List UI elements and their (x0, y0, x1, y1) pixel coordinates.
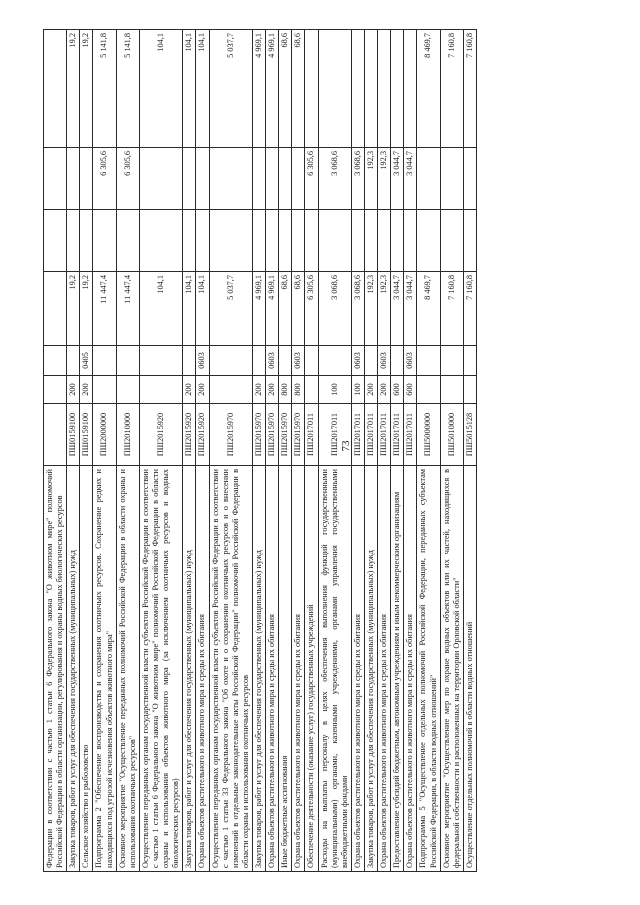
amount-col3 (252, 148, 265, 210)
amount-col2 (139, 210, 182, 272)
expense-type-code: 200 (266, 376, 279, 404)
target-code: ПШ2015970 (252, 404, 265, 466)
section-code: 0603 (196, 346, 209, 376)
expense-type-code: 200 (67, 376, 80, 404)
page-number: 73 (340, 440, 352, 452)
item-name: Охрана объектов растительного и животного мира и среды их обитания (292, 466, 305, 872)
section-code (67, 346, 80, 376)
amount-col4: 8 469,7 (417, 30, 440, 148)
target-code: ПШ0159100 (80, 404, 93, 466)
amount-col2 (391, 210, 404, 272)
section-code: 0603 (351, 346, 364, 376)
table-row (417, 30, 440, 872)
section-code (417, 346, 440, 376)
amount-col2 (404, 210, 417, 272)
expense-type-code: 200 (196, 376, 209, 404)
item-name: Подпрограмма 5 "Осуществление отдельных полномочий Российской Федерации, переданных субъектам Российской Федерации, в области водных отношений" (417, 466, 440, 872)
target-code: ПШ2017011 (378, 404, 391, 466)
table-row (67, 30, 80, 872)
amount-col4 (391, 30, 404, 148)
amount-col2 (93, 210, 116, 272)
expense-type-code: 200 (378, 376, 391, 404)
expense-type-code: 200 (183, 376, 196, 404)
section-code (252, 346, 265, 376)
target-code: ПШ2015970 (279, 404, 292, 466)
section-code (44, 346, 67, 376)
amount-total: 11 447,4 (116, 272, 139, 346)
amount-col4 (318, 30, 351, 148)
amount-col3 (266, 148, 279, 210)
amount-col3: 192,3 (378, 148, 391, 210)
section-code (463, 346, 476, 376)
section-code: 0603 (378, 346, 391, 376)
amount-col2 (378, 210, 391, 272)
amount-col2 (292, 210, 305, 272)
section-code (139, 346, 182, 376)
amount-col3: 3 068,6 (351, 148, 364, 210)
table-row (139, 30, 182, 872)
amount-col2 (305, 210, 318, 272)
amount-col3: 3 068,6 (318, 148, 351, 210)
section-code (209, 346, 252, 376)
table-row (404, 30, 417, 872)
target-code: ПШ5010000 (440, 404, 463, 466)
amount-col2 (463, 210, 476, 272)
amount-total: 104,1 (196, 272, 209, 346)
table-row (292, 30, 305, 872)
section-code (279, 346, 292, 376)
amount-col4: 104,1 (183, 30, 196, 148)
amount-col4: 19,2 (67, 30, 80, 148)
table-row (116, 30, 139, 872)
item-name: Закупка товаров, работ и услуг для обеспечения государственных (муниципальных) нужд (183, 466, 196, 872)
table-row (44, 30, 67, 872)
item-name: Охрана объектов растительного и животного мира и среды их обитания (404, 466, 417, 872)
amount-col4: 4 969,1 (252, 30, 265, 148)
amount-col2 (440, 210, 463, 272)
table-row (364, 30, 377, 872)
amount-col2 (80, 210, 93, 272)
table-row (351, 30, 364, 872)
section-code (391, 346, 404, 376)
amount-col4: 7 160,8 (463, 30, 476, 148)
amount-col4: 5 141,8 (116, 30, 139, 148)
section-code (318, 346, 351, 376)
table-row (463, 30, 476, 872)
budget-table (43, 29, 477, 872)
expense-type-code (116, 376, 139, 404)
amount-col4 (378, 30, 391, 148)
amount-col4 (404, 30, 417, 148)
expense-type-code (209, 376, 252, 404)
amount-col2 (44, 210, 67, 272)
item-name: Закупка товаров, работ и услуг для обеспечения государственных (муниципальных) нужд (364, 466, 377, 872)
item-name: Иные бюджетные ассигнования (279, 466, 292, 872)
amount-total: 192,3 (364, 272, 377, 346)
expense-type-code: 600 (391, 376, 404, 404)
amount-total: 19,2 (67, 272, 80, 346)
section-code: 0603 (292, 346, 305, 376)
amount-total: 4 969,1 (266, 272, 279, 346)
section-code (93, 346, 116, 376)
target-code: ПШ2015970 (266, 404, 279, 466)
section-code: 0603 (404, 346, 417, 376)
amount-col2 (351, 210, 364, 272)
expense-type-code: 100 (351, 376, 364, 404)
section-code (183, 346, 196, 376)
amount-col2 (318, 210, 351, 272)
amount-col4: 104,1 (196, 30, 209, 148)
expense-type-code (139, 376, 182, 404)
amount-col2 (116, 210, 139, 272)
target-code: ПШ2015970 (209, 404, 252, 466)
item-name: Подпрограмма 2 "Обеспечение воспроизводства и сохранения охотничьих ресурсов. Сохранение редких и находящихся под угрозой исчезновения объектов животного мира" (93, 466, 116, 872)
table-row (305, 30, 318, 872)
amount-col3 (139, 148, 182, 210)
amount-total: 5 037,7 (209, 272, 252, 346)
amount-col4 (351, 30, 364, 148)
item-name: Охрана объектов растительного и животного мира и среды их обитания (266, 466, 279, 872)
amount-col4: 19,2 (80, 30, 93, 148)
expense-type-code: 200 (252, 376, 265, 404)
table-row (440, 30, 463, 872)
amount-col3: 3 044,7 (404, 148, 417, 210)
amount-total: 7 160,8 (440, 272, 463, 346)
amount-col4: 7 160,8 (440, 30, 463, 148)
expense-type-code (305, 376, 318, 404)
rotated-page (43, 30, 474, 872)
amount-total: 3 044,7 (391, 272, 404, 346)
amount-col2 (417, 210, 440, 272)
table-row (391, 30, 404, 872)
amount-total: 68,6 (279, 272, 292, 346)
amount-total: 3 044,7 (404, 272, 417, 346)
amount-col4: 5 037,7 (209, 30, 252, 148)
amount-col3 (209, 148, 252, 210)
amount-col3: 192,3 (364, 148, 377, 210)
table-row (80, 30, 93, 872)
amount-col4 (364, 30, 377, 148)
section-code (305, 346, 318, 376)
amount-total (44, 272, 67, 346)
amount-col2 (183, 210, 196, 272)
section-code (440, 346, 463, 376)
table-row (183, 30, 196, 872)
expense-type-code (93, 376, 116, 404)
item-name: Закупка товаров, работ и услуг для обеспечения государственных (муниципальных) нужд (252, 466, 265, 872)
target-code: ПШ2017011 (305, 404, 318, 466)
expense-type-code (440, 376, 463, 404)
amount-col2 (67, 210, 80, 272)
amount-col2 (266, 210, 279, 272)
section-code: 0603 (266, 346, 279, 376)
target-code: ПШ0159100 (67, 404, 80, 466)
section-code (364, 346, 377, 376)
amount-col2 (279, 210, 292, 272)
item-name: Осуществление отдельных полномочий в области водных отношений (463, 466, 476, 872)
amount-total: 11 447,4 (93, 272, 116, 346)
expense-type-code (44, 376, 67, 404)
target-code: ПШ2015920 (183, 404, 196, 466)
amount-total: 4 969,1 (252, 272, 265, 346)
item-name: Обеспечение деятельности (оказание услуг) государственных учреждений (305, 466, 318, 872)
amount-col3 (183, 148, 196, 210)
amount-total: 68,6 (292, 272, 305, 346)
target-code: ПШ2015920 (139, 404, 182, 466)
expense-type-code: 600 (404, 376, 417, 404)
amount-col3: 3 044,7 (391, 148, 404, 210)
target-code: ПШ2017011 (318, 404, 351, 466)
table-row (279, 30, 292, 872)
item-name: Предоставление субсидий бюджетным, автономным учреждениям и иным некоммерческим организациям (391, 466, 404, 872)
item-name: Расходы на выплаты персоналу в целях обеспечения выполнения функций государственными (муниципальными) органами, казенными учреждениями, органами управления государственными внебюджетными фондами (318, 466, 351, 872)
rotated-content (43, 30, 474, 872)
expense-type-code (463, 376, 476, 404)
item-name: Закупка товаров, работ и услуг для обеспечения государственных (муниципальных) нужд (67, 466, 80, 872)
item-name: Охрана объектов растительного и животного мира и среды их обитания (378, 466, 391, 872)
table-row (318, 30, 351, 872)
target-code: ПШ2010000 (116, 404, 139, 466)
expense-type-code: 200 (364, 376, 377, 404)
amount-col4: 104,1 (139, 30, 182, 148)
target-code: ПШ5015128 (463, 404, 476, 466)
table-row (209, 30, 252, 872)
expense-type-code (417, 376, 440, 404)
amount-total: 8 469,7 (417, 272, 440, 346)
table-row (378, 30, 391, 872)
item-name: Основное мероприятие "Осуществление переданных полномочий Российской Федерации в области охраны и использования охотничьих ресурсов" (116, 466, 139, 872)
section-code: 0405 (80, 346, 93, 376)
target-code: ПШ5000000 (417, 404, 440, 466)
amount-col3 (80, 148, 93, 210)
table-row (252, 30, 265, 872)
item-name: Федерации в соответствии с частью 1 статьи 6 Федерального закона "О животном мире" полномочий Российской Федерации в области организации, регулирования и охраны водных биологических ресурсов (44, 466, 67, 872)
expense-type-code: 800 (279, 376, 292, 404)
target-code: ПШ2017011 (351, 404, 364, 466)
amount-total: 19,2 (80, 272, 93, 346)
amount-col3: 6 305,6 (116, 148, 139, 210)
amount-total: 7 160,8 (463, 272, 476, 346)
amount-col4: 68,6 (292, 30, 305, 148)
table-row (196, 30, 209, 872)
table-body (44, 30, 477, 872)
amount-col4: 5 141,8 (93, 30, 116, 148)
amount-col2 (196, 210, 209, 272)
target-code: ПШ2017011 (364, 404, 377, 466)
item-name: Осуществление переданных органам государственной власти субъектов Российской Федерации в соответствии с частью 1 статьи 33 Федерального закона "Об охоте и о сохранении охотничьих ресурсов и о внесении изменений в отдельные законодательные акты Российской Федерации" полномочий Российской Федерации в области охраны и использования охотничьих ресурсов (209, 466, 252, 872)
amount-col3 (417, 148, 440, 210)
amount-col3: 6 305,6 (305, 148, 318, 210)
amount-col3 (463, 148, 476, 210)
amount-col4 (305, 30, 318, 148)
amount-col4: 68,6 (279, 30, 292, 148)
amount-total: 104,1 (139, 272, 182, 346)
amount-col3: 6 305,6 (93, 148, 116, 210)
item-name: Осуществление переданных органам государственной власти субъектов Российской Федерации в соответствии с частью 1 статьи 6 Федерального закона "О животном мире" полномочий Российской Федерации в области охраны и использования объектов животного мира (за исключением охотничьих ресурсов и водных биологических ресурсов) (139, 466, 182, 872)
amount-col3 (440, 148, 463, 210)
expense-type-code: 100 (318, 376, 351, 404)
amount-total: 3 068,6 (351, 272, 364, 346)
amount-col3 (279, 148, 292, 210)
item-name: Охрана объектов растительного и животного мира и среды их обитания (196, 466, 209, 872)
target-code (44, 404, 67, 466)
amount-col2 (364, 210, 377, 272)
item-name: Охрана объектов растительного и животного мира и среды их обитания (351, 466, 364, 872)
target-code: ПШ2000000 (93, 404, 116, 466)
section-code (116, 346, 139, 376)
item-name: Сельское хозяйство и рыболовство (80, 466, 93, 872)
target-code: ПШ2017011 (391, 404, 404, 466)
amount-total: 3 068,6 (318, 272, 351, 346)
table-row (266, 30, 279, 872)
expense-type-code: 800 (292, 376, 305, 404)
amount-col4: 4 969,1 (266, 30, 279, 148)
target-code: ПШ2015970 (292, 404, 305, 466)
target-code: ПШ2015920 (196, 404, 209, 466)
amount-total: 104,1 (183, 272, 196, 346)
amount-total: 192,3 (378, 272, 391, 346)
amount-col4 (44, 30, 67, 148)
item-name: Основное мероприятие "Осуществление мер по охране водных объектов или их частей, находящихся в федеральной собственности и расположенных на территории Орловской области" (440, 466, 463, 872)
amount-col2 (209, 210, 252, 272)
amount-total: 6 305,6 (305, 272, 318, 346)
table-row (93, 30, 116, 872)
amount-col3 (292, 148, 305, 210)
expense-type-code: 200 (80, 376, 93, 404)
amount-col3 (196, 148, 209, 210)
amount-col3 (67, 148, 80, 210)
target-code: ПШ2017011 (404, 404, 417, 466)
amount-col3 (44, 148, 67, 210)
amount-col2 (252, 210, 265, 272)
